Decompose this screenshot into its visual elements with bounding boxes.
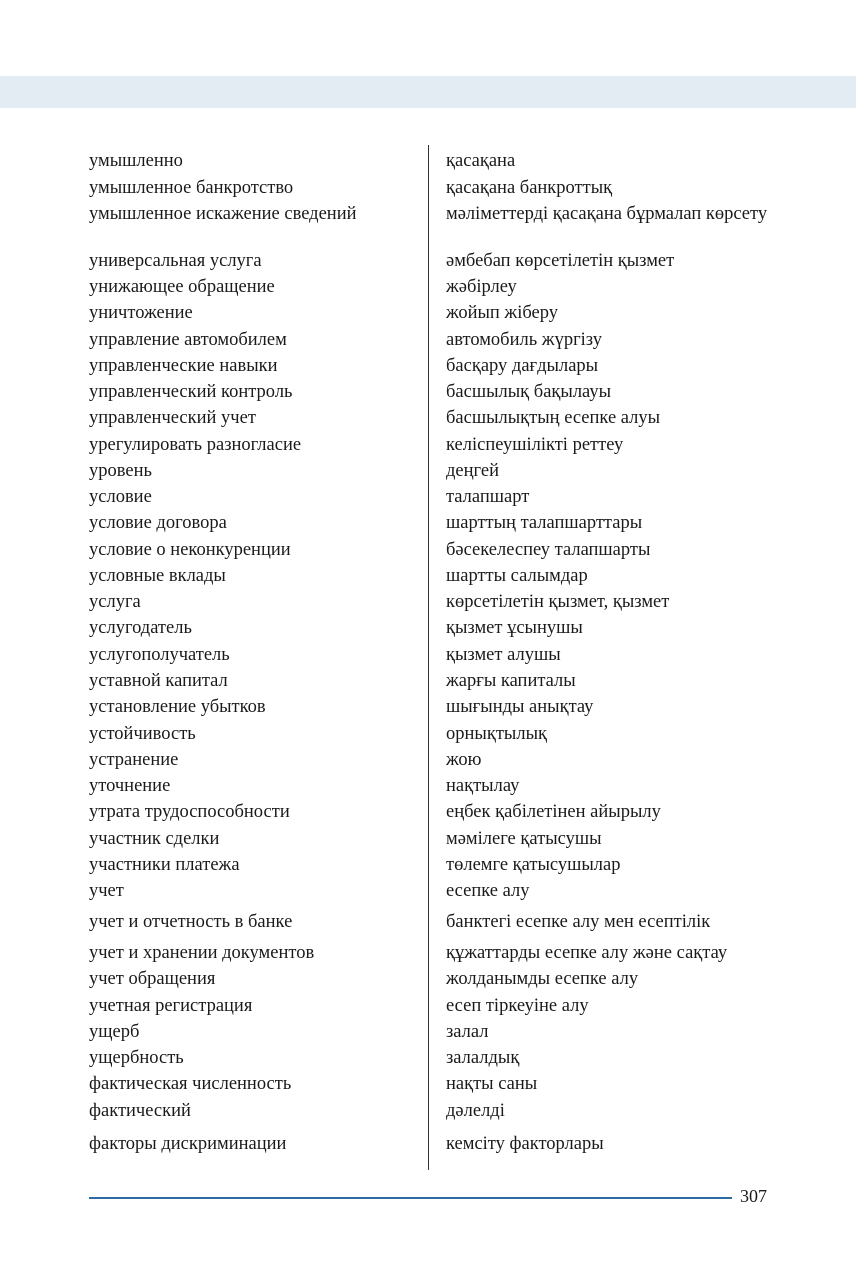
term-russian: участник сделки [89,829,220,849]
term-kazakh: орнықтылық [446,724,547,744]
term-kazakh: келіспеушілікті реттеу [446,435,624,455]
term-kazakh: талапшарт [446,487,530,507]
term-russian: услугодатель [89,618,192,638]
term-russian: уточнение [89,776,171,796]
term-russian: учетная регистрация [89,996,253,1016]
term-russian: умышленное банкротство [89,178,294,198]
term-russian: условные вклады [89,566,226,586]
term-russian: участники платежа [89,855,240,875]
term-russian: фактическая численность [89,1074,292,1094]
term-russian: уставной капитал [89,671,228,691]
term-kazakh: жарғы капиталы [446,671,576,691]
term-russian: учет и хранении документов [89,943,315,963]
term-russian: услуга [89,592,141,612]
page-number: 307 [740,1186,767,1206]
term-russian: услугополучатель [89,645,230,665]
term-kazakh: қасақана банкроттық [446,178,613,198]
term-russian: уровень [89,461,152,481]
term-kazakh: шартты салымдар [446,566,588,586]
term-kazakh: нақты саны [446,1074,538,1094]
term-russian: управление автомобилем [89,330,287,350]
term-russian: ущерб [89,1022,140,1042]
term-kazakh: мәмілеге қатысушы [446,829,602,849]
term-russian: управленческий контроль [89,382,293,402]
term-kazakh: дәлелді [446,1101,505,1121]
term-kazakh: жойып жіберу [446,303,558,323]
term-kazakh: басшылықтың есепке алуы [446,408,661,428]
term-kazakh: еңбек қабілетінен айырылу [446,802,661,822]
term-russian: условие договора [89,513,227,533]
term-kazakh: құжаттарды есепке алу және сақтау [446,943,728,963]
term-kazakh: деңгей [446,461,499,481]
term-russian: умышленно [89,151,183,171]
term-russian: уничтожение [89,303,193,323]
term-russian: факторы дискриминации [89,1134,287,1154]
term-kazakh: қасақана [446,151,516,171]
term-russian: учет и отчетность в банке [89,912,293,932]
term-kazakh: залалдық [446,1048,520,1068]
term-kazakh: бәсекелеспеу талапшарты [446,540,651,560]
term-russian: устранение [89,750,179,770]
term-kazakh: автомобиль жүргізу [446,330,602,350]
term-kazakh: мәліметтерді қасақана бұрмалап көрсету [446,204,768,224]
term-russian: фактический [89,1101,191,1121]
term-russian: условие [89,487,152,507]
term-russian: устойчивость [89,724,196,744]
term-russian: условие о неконкуренции [89,540,291,560]
term-russian: управленческие навыки [89,356,278,376]
term-russian: ущербность [89,1048,184,1068]
term-kazakh: басқару дағдылары [446,356,599,376]
term-kazakh: есеп тіркеуіне алу [446,996,589,1016]
term-russian: установление убытков [89,697,266,717]
term-russian: учет [89,881,124,901]
term-kazakh: нақтылау [446,776,520,796]
term-kazakh: кемсіту факторлары [446,1134,604,1154]
term-russian: утрата трудоспособности [89,802,290,822]
term-kazakh: көрсетілетін қызмет, қызмет [446,592,670,612]
term-kazakh: қызмет ұсынушы [446,618,583,638]
term-kazakh: жою [446,750,482,770]
term-kazakh: әмбебап көрсетілетін қызмет [446,251,675,271]
term-russian: учет обращения [89,969,216,989]
term-kazakh: жолданымды есепке алу [446,969,639,989]
term-kazakh: төлемге қатысушылар [446,855,621,875]
term-russian: унижающее обращение [89,277,275,297]
term-russian: универсальная услуга [89,251,262,271]
term-kazakh: қызмет алушы [446,645,561,665]
term-russian: умышленное искажение сведений [89,204,357,224]
term-kazakh: банктегі есепке алу мен есептілік [446,912,711,932]
term-kazakh: жәбірлеу [446,277,517,297]
term-kazakh: басшылық бақылауы [446,382,612,402]
term-kazakh: шығынды анықтау [446,697,594,717]
footer-rule [89,1197,732,1199]
term-russian: управленческий учет [89,408,256,428]
term-kazakh: есепке алу [446,881,530,901]
term-kazakh: шарттың талапшарттары [446,513,643,533]
term-kazakh: залал [446,1022,489,1042]
term-russian: урегулировать разногласие [89,435,302,455]
